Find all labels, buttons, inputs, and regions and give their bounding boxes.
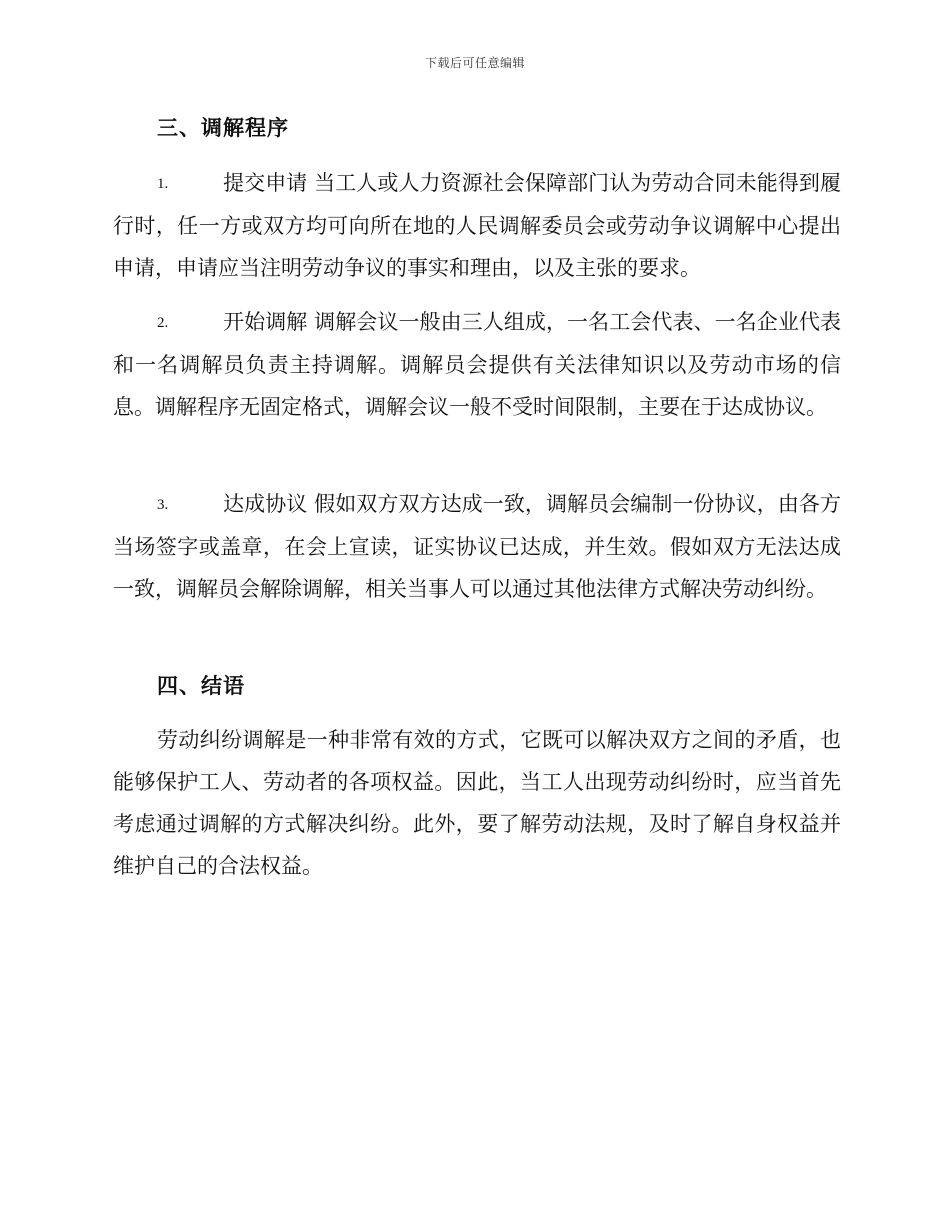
list-item-text: 达成协议 假如双方双方达成一致，调解员会编制一份协议，由各方当场签字或盖章，在会上宣读，证实协议已达成，并生效。假如双方无法达成一致，调解员会解除调解，相关当事人可以通过其他法律方式解决劳动纠纷。 <box>113 492 841 601</box>
list-item-text: 开始调解 调解会议一般由三人组成，一名工会代表、一名企业代表和一名调解员负责主持调解。调解员会提供有关法律知识以及劳动市场的信息。调解程序无固定格式，调解会议一般不受时间限制，主要在于达成协议。 <box>113 310 841 419</box>
page-header-note: 下载后可任意编辑 <box>424 56 525 70</box>
list-item-number: 1. <box>157 176 169 192</box>
conclusion-paragraph: 劳动纠纷调解是一种非常有效的方式，它既可以解决双方之间的矛盾，也能够保护工人、劳动者的各项权益。因此，当工人出现劳动纠纷时，应当首先考虑通过调解的方式解决纠纷。此外，要了解劳动法规，及时了解自身权益并维护自己的合法权益。 <box>113 728 841 878</box>
list-item-start-mediation <box>113 301 841 428</box>
list-item-submit-application <box>113 162 841 289</box>
section-heading-mediation-procedure: 三、调解程序 <box>157 115 289 140</box>
list-item-text: 提交申请 当工人或人力资源社会保障部门认为劳动合同未能得到履行时，任一方或双方均可向所在地的人民调解委员会或劳动争议调解中心提出申请，申请应当注明劳动争议的事实和理由，以及主张的要求。 <box>113 171 841 280</box>
section-heading-conclusion: 四、结语 <box>157 673 245 698</box>
list-item-reach-agreement <box>113 483 841 610</box>
list-item-number: 3. <box>157 497 169 513</box>
list-item-number: 2. <box>157 315 169 331</box>
